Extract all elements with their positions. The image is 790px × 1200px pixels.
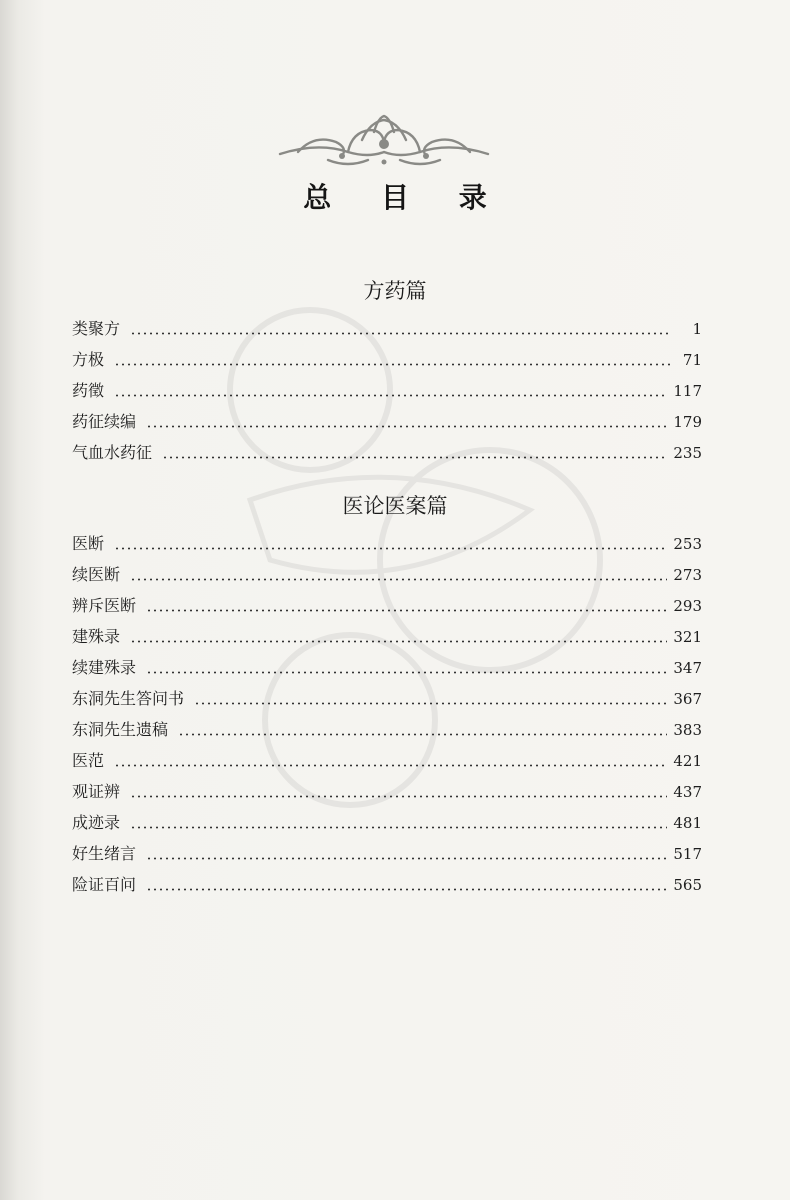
toc-entry[interactable] <box>72 686 702 717</box>
toc-entry-page: 517 <box>673 845 702 863</box>
toc-entry-page: 293 <box>673 597 702 615</box>
dot-leader <box>130 826 667 829</box>
toc-entry-page: 383 <box>673 721 702 739</box>
toc-entry[interactable] <box>72 409 702 440</box>
toc-entry[interactable] <box>72 717 702 748</box>
dot-leader <box>130 332 672 335</box>
toc-entry-page: 253 <box>673 535 702 553</box>
dot-leader <box>130 578 667 581</box>
toc-entry[interactable] <box>72 347 702 378</box>
toc-entry-label: 药征续编 <box>72 412 137 431</box>
toc-entry[interactable] <box>72 748 702 779</box>
toc-entry[interactable] <box>72 810 702 841</box>
toc-entry-page: 235 <box>673 444 702 462</box>
toc-entry-page: 1 <box>692 320 702 338</box>
toc-entry-label: 观证辨 <box>72 782 121 801</box>
toc-entry-label: 续医断 <box>72 565 121 584</box>
toc-entry-label: 续建殊录 <box>72 658 137 677</box>
dot-leader <box>114 394 667 397</box>
toc-entry[interactable] <box>72 624 702 655</box>
title-ornament-icon <box>278 112 490 174</box>
toc-entry-page: 437 <box>673 783 702 801</box>
toc-entry-label: 成迹录 <box>72 813 121 832</box>
toc-entry-page: 273 <box>673 566 702 584</box>
toc-entry-label: 药徵 <box>72 381 105 400</box>
dot-leader <box>146 888 667 891</box>
dot-leader <box>146 609 667 612</box>
dot-leader <box>146 671 667 674</box>
toc-entry-label: 险证百问 <box>72 875 137 894</box>
dot-leader <box>114 363 672 366</box>
toc-entry[interactable] <box>72 593 702 624</box>
toc-entry-label: 医断 <box>72 534 105 553</box>
toc-entry-page: 347 <box>673 659 702 677</box>
dot-leader <box>146 425 667 428</box>
toc-entry[interactable] <box>72 779 702 810</box>
toc-list-fangyao <box>72 316 702 471</box>
toc-entry[interactable] <box>72 872 702 903</box>
toc-entry[interactable] <box>72 316 702 347</box>
dot-leader <box>130 795 667 798</box>
toc-entry-label: 辨斥医断 <box>72 596 137 615</box>
toc-entry-page: 565 <box>673 876 702 894</box>
toc-entry-page: 481 <box>673 814 702 832</box>
toc-entry[interactable] <box>72 562 702 593</box>
toc-entry-label: 东洞先生答问书 <box>72 689 185 708</box>
toc-entry-label: 医范 <box>72 751 105 770</box>
toc-entry[interactable] <box>72 655 702 686</box>
toc-entry-label: 好生绪言 <box>72 844 137 863</box>
dot-leader <box>146 857 667 860</box>
toc-entry-page: 367 <box>673 690 702 708</box>
toc-entry-label: 方极 <box>72 350 105 369</box>
dot-leader <box>194 702 667 705</box>
toc-entry-label: 类聚方 <box>72 319 121 338</box>
dot-leader <box>162 456 667 459</box>
toc-entry[interactable] <box>72 378 702 409</box>
dot-leader <box>178 733 667 736</box>
section-title-yilun-yian: 医论医案篇 <box>342 494 448 518</box>
toc-entry[interactable] <box>72 841 702 872</box>
toc-entry-page: 71 <box>682 351 702 369</box>
toc-entry[interactable] <box>72 531 702 562</box>
toc-entry-label: 建殊录 <box>72 627 121 646</box>
dot-leader <box>114 764 667 767</box>
toc-list-yilun-yian <box>72 531 702 903</box>
toc-entry-page: 179 <box>673 413 702 431</box>
toc-entry-label: 东洞先生遗稿 <box>72 720 169 739</box>
page-title: 总 目 录 <box>303 181 507 214</box>
toc-entry-label: 气血水药征 <box>72 443 153 462</box>
toc-entry[interactable] <box>72 440 702 471</box>
dot-leader <box>130 640 667 643</box>
dot-leader <box>114 547 667 550</box>
toc-entry-page: 321 <box>673 628 702 646</box>
section-title-fangyao: 方药篇 <box>363 279 427 303</box>
toc-entry-page: 421 <box>673 752 702 770</box>
toc-entry-page: 117 <box>673 382 702 400</box>
